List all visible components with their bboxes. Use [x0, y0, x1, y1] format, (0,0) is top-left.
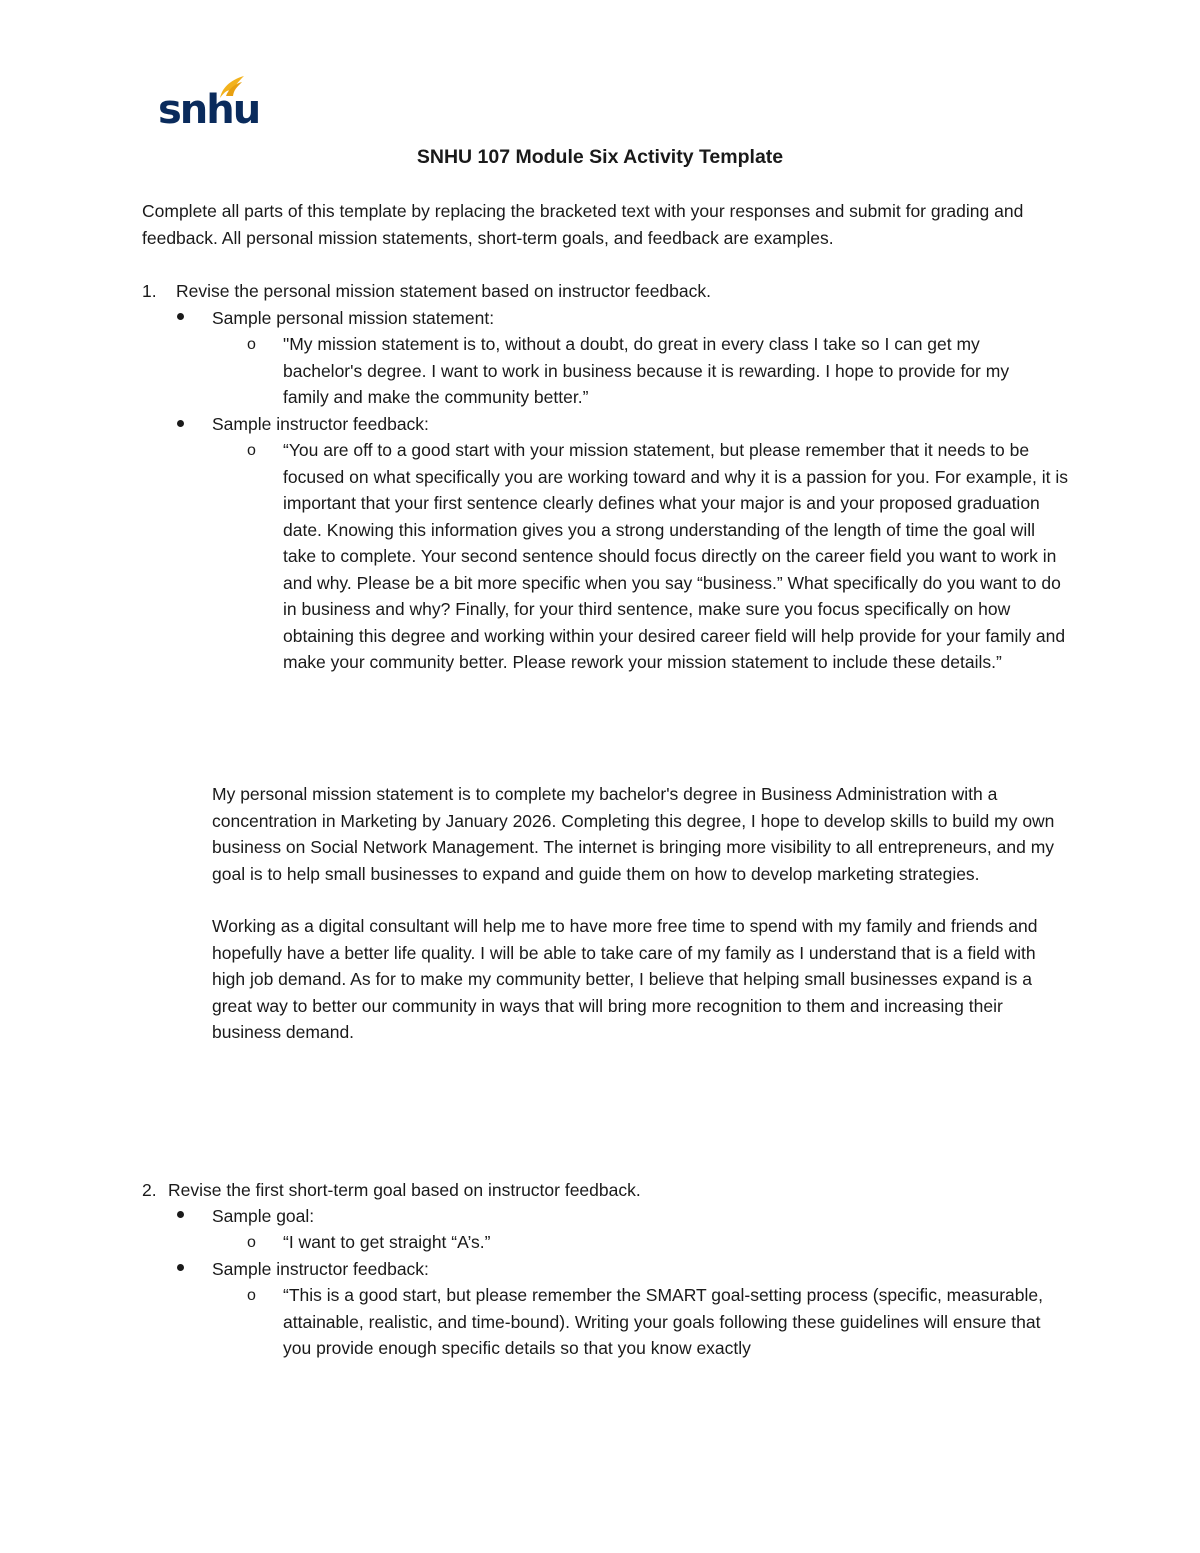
section1-bullet1-label: Sample personal mission statement:	[212, 308, 495, 328]
section2-bullet2-label: Sample instructor feedback:	[212, 1259, 429, 1279]
section2-heading: Revise the first short-term goal based on instructor feedback.	[168, 1180, 641, 1200]
sub-bullet-icon: o	[247, 442, 256, 459]
bullet-icon	[177, 313, 184, 320]
intro-paragraph: Complete all parts of this template by replacing the bracketed text with your responses and submit for grading and feedback. All personal mission statements, short-term goals, and feedback are examples.	[142, 201, 1024, 248]
bullet-icon	[177, 1211, 184, 1218]
section2-bullet1-label: Sample goal:	[212, 1206, 315, 1226]
bullet-icon	[177, 420, 184, 427]
section1-bullet2-label: Sample instructor feedback:	[212, 414, 429, 434]
section1-number: 1.	[142, 281, 157, 301]
sample-mission-statement: "My mission statement is to, without a doubt, do great in every class I take so I can get my bachelor's degree. I want to work in business because it is rewarding. I hope to provide for my family and make the community better.”	[283, 334, 1010, 407]
section1-heading: Revise the personal mission statement based on instructor feedback.	[176, 281, 712, 301]
sample-instructor-feedback: “You are off to a good start with your mission statement, but please remember that it needs to be focused on what specifically you are working toward and why it is a passion for you. For example, it is important that your first sentence clearly defines what your major is and your proposed graduation date. Knowing this information gives you a strong understanding of the length of time the goal will take to complete. Your second sentence should focus directly on the career field you want to work in and why. Please be a bit more specific when you say “business.” What specifically do you want to do in business and why? Finally, for your third sentence, make sure you focus specifically on how obtaining this degree and working within your desired career field will help provide for your family and make your community better. Please rework your mission statement to include these details.”	[283, 440, 1068, 672]
bullet-icon	[177, 1264, 184, 1271]
snhu-logo	[158, 72, 260, 134]
mission-response-paragraph-2: Working as a digital consultant will help me to have more free time to spend with my family and friends and hopefully have a better life quality. I will be able to take care of my family as I understand that is a field with high job demand. As for to make my community better, I believe that helping small businesses expand is a great way to better our community in ways that will bring more recognition to them and increasing their business demand.	[212, 916, 1038, 1042]
logo-wordmark: snhu	[158, 87, 260, 133]
mission-response-paragraph-1: My personal mission statement is to complete my bachelor's degree in Business Administration with a concentration in Marketing by January 2026. Completing this degree, I hope to develop skills to build my own business on Social Network Management. The internet is bringing more visibility to all entrepreneurs, and my goal is to help small businesses to expand and guide them on how to develop marketing strategies.	[212, 784, 1055, 884]
sample-goal: “I want to get straight “A’s.”	[283, 1232, 491, 1252]
sample-goal-feedback: “This is a good start, but please remember the SMART goal-setting process (specific, measurable, attainable, realistic, and time-bound). Writing your goals following these guidelines will ensure that you provide enough specific details so that you know exactly	[283, 1285, 1043, 1358]
sub-bullet-icon: o	[247, 1234, 256, 1251]
section2-number: 2.	[142, 1180, 157, 1200]
sub-bullet-icon: o	[247, 336, 256, 353]
sub-bullet-icon: o	[247, 1287, 256, 1304]
page-title: SNHU 107 Module Six Activity Template	[416, 146, 784, 168]
